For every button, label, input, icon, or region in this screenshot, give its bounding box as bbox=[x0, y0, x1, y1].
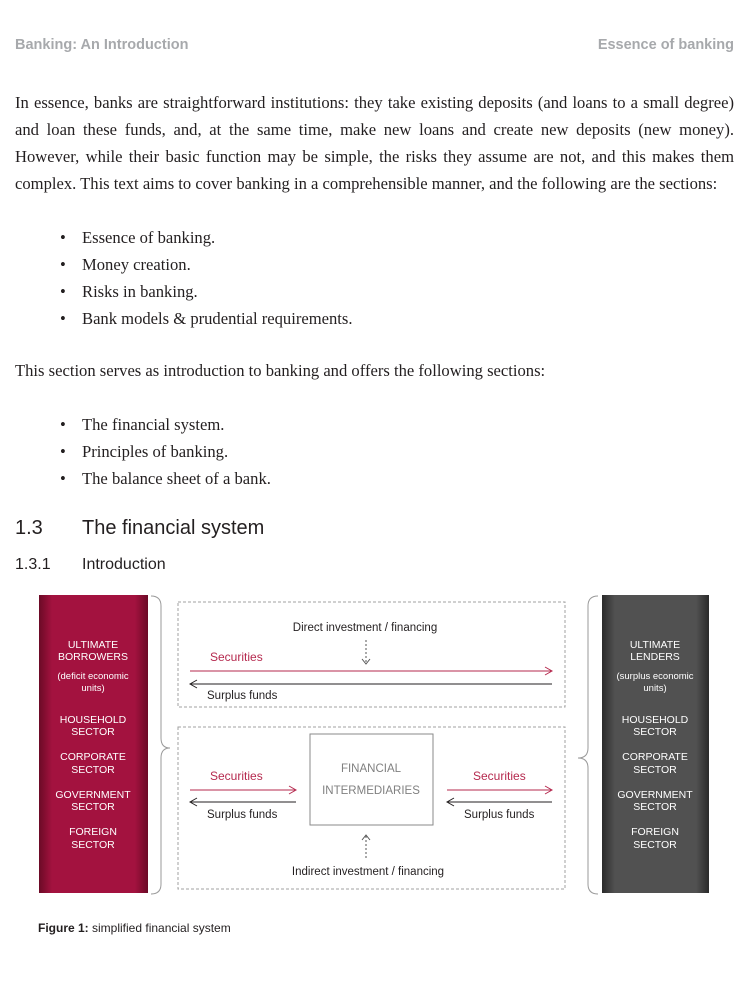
subsection-number: 1.3.1 bbox=[15, 556, 51, 573]
indirect-financing-label: Indirect investment / financing bbox=[291, 866, 445, 878]
lenders-sector: SECTOR bbox=[633, 764, 677, 776]
borrowers-sector: GOVERNMENT bbox=[55, 789, 131, 801]
intermediaries-label: FINANCIAL bbox=[340, 763, 402, 775]
lenders-title: LENDERS bbox=[630, 651, 680, 663]
lenders-sector: SECTOR bbox=[633, 801, 677, 813]
section-number: 1.3 bbox=[15, 517, 43, 539]
figure-caption-label: Figure 1: bbox=[38, 921, 89, 935]
surplus-funds-label: Surplus funds bbox=[207, 690, 278, 702]
lenders-sector: CORPORATE bbox=[622, 751, 688, 763]
lenders-sector: SECTOR bbox=[633, 726, 677, 738]
lenders-title: ULTIMATE bbox=[629, 639, 681, 651]
running-header-section: Essence of banking bbox=[597, 37, 734, 53]
securities-label: Securities bbox=[210, 769, 263, 783]
securities-label: Securities bbox=[473, 769, 526, 783]
lenders-note: units) bbox=[643, 683, 667, 694]
borrowers-title: BORROWERS bbox=[57, 651, 129, 663]
intermediaries-box bbox=[310, 734, 433, 825]
text-sections-list bbox=[0, 224, 353, 332]
borrowers-sector: SECTOR bbox=[71, 839, 115, 851]
intermediaries-label: INTERMEDIARIES bbox=[322, 785, 420, 797]
financial-system-diagram bbox=[0, 590, 750, 910]
borrowers-note: units) bbox=[81, 683, 105, 694]
surplus-funds-label: Surplus funds bbox=[207, 809, 278, 821]
subsection-title: Introduction bbox=[82, 556, 166, 573]
borrowers-sector: SECTOR bbox=[71, 801, 115, 813]
borrowers-sector: FOREIGN bbox=[69, 826, 117, 838]
list-item: • Money creation. bbox=[0, 251, 353, 278]
list-item: • The balance sheet of a bank. bbox=[0, 465, 271, 492]
list-item: • Risks in banking. bbox=[0, 278, 353, 305]
borrowers-sector: SECTOR bbox=[71, 726, 115, 738]
borrowers-sector: CORPORATE bbox=[60, 751, 126, 763]
borrowers-note: (deficit economic bbox=[57, 671, 129, 682]
figure-caption bbox=[38, 921, 231, 935]
right-brace bbox=[578, 596, 598, 894]
lenders-sector: HOUSEHOLD bbox=[621, 714, 689, 726]
section-title: The financial system bbox=[82, 517, 265, 539]
list-item: • Essence of banking. bbox=[0, 224, 353, 251]
borrowers-sector: HOUSEHOLD bbox=[59, 714, 127, 726]
direct-financing-label: Direct investment / financing bbox=[292, 622, 438, 634]
list-item: • Bank models & prudential requirements. bbox=[0, 305, 353, 332]
securities-label: Securities bbox=[210, 650, 263, 664]
running-header-title: Banking: An Introduction bbox=[15, 37, 189, 53]
left-brace bbox=[151, 596, 170, 894]
intro-paragraph: In essence, banks are straightforward institutions: they take existing deposits (and loans to a small degree) and loan these funds, and, at the same time, make new loans and create new deposits (new money). However, while their basic function may be simple, the risks they assume are not, and this makes them complex. This text aims to cover banking in a comprehensible manner, and the following are the sections: bbox=[15, 93, 734, 193]
borrowers-title: ULTIMATE bbox=[67, 639, 119, 651]
lenders-note: (surplus economic bbox=[616, 671, 694, 682]
list-item: • The financial system. bbox=[0, 411, 271, 438]
lenders-sector: FOREIGN bbox=[631, 826, 679, 838]
lenders-sector: GOVERNMENT bbox=[617, 789, 693, 801]
borrowers-sector: SECTOR bbox=[71, 764, 115, 776]
surplus-funds-label: Surplus funds bbox=[464, 809, 535, 821]
lenders-sector: SECTOR bbox=[633, 839, 677, 851]
section-intro-paragraph: This section serves as introduction to banking and offers the following sections: bbox=[15, 361, 546, 380]
figure-caption-text: simplified financial system bbox=[92, 921, 231, 935]
section-list bbox=[0, 411, 271, 492]
list-item: • Principles of banking. bbox=[0, 438, 271, 465]
